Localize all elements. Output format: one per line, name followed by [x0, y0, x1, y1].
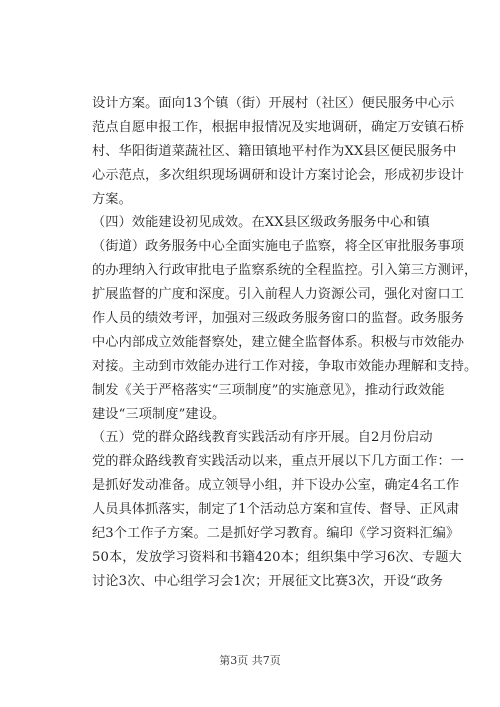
text-line: 50本，发放学习资料和书籍420本；组织集中学习6次、专题大	[92, 549, 462, 565]
text-line: 的办理纳入行政审批电子监察系统的全程监控。引入第三方测评，	[92, 263, 478, 279]
text-line: 建设“三项制度”建设。	[92, 406, 226, 422]
body-text	[92, 92, 478, 594]
text-line: 中心内部成立效能督察处，建立健全监督体系。积极与市效能办	[92, 334, 465, 350]
text-line: 讨论3次、中心组学习会1次；开展征文比赛3次，开设“政务	[92, 573, 444, 589]
text-line: 范点自愿申报工作，根据申报情况及实地调研，确定万安镇石桥	[92, 119, 465, 135]
text-line: 作人员的绩效考评，加强对三级政务服务窗口的监督。政务服务	[92, 311, 465, 327]
text-line: 扩展监督的广度和深度。引入前程人力资源公司，强化对窗口工	[92, 287, 465, 303]
text-line: （五）党的群众路线教育实践活动有序开展。自2月份启动	[92, 430, 433, 446]
text-line: （四）效能建设初见成效。在XX县区级政务服务中心和镇	[92, 215, 430, 231]
text-line: （街道）政务服务中心全面实施电子监察，将全区审批服务事项	[92, 239, 465, 255]
text-line: 人员具体抓落实，制定了1个活动总方案和宣传、督导、正风肃	[92, 502, 460, 518]
text-line: 制发《关于严格落实“三项制度”的实施意见》，推动行政效能	[92, 382, 445, 398]
page-number-footer: 第3页 共7页	[219, 654, 281, 667]
text-line: 设计方案。面向13个镇（街）开展村（社区）便民服务中心示	[92, 96, 455, 111]
text-line: 对接。主动到市效能办进行工作对接，争取市效能办理解和支持。	[92, 358, 478, 374]
text-line: 村、华阳街道菜蔬社区、籍田镇地平村作为XX县区便民服务中	[92, 143, 457, 159]
text-line: 是抓好发动准备。成立领导小组，并下设办公室，确定4名工作	[92, 478, 460, 494]
text-line: 方案。	[92, 191, 132, 207]
text-line: 心示范点，多次组织现场调研和设计方案讨论会，形成初步设计	[92, 167, 465, 183]
text-line: 纪3个工作子方案。二是抓好学习教育。编印《学习资料汇编》	[92, 526, 460, 542]
text-line: 党的群众路线教育实践活动以来，重点开展以下几方面工作：一	[92, 454, 465, 470]
